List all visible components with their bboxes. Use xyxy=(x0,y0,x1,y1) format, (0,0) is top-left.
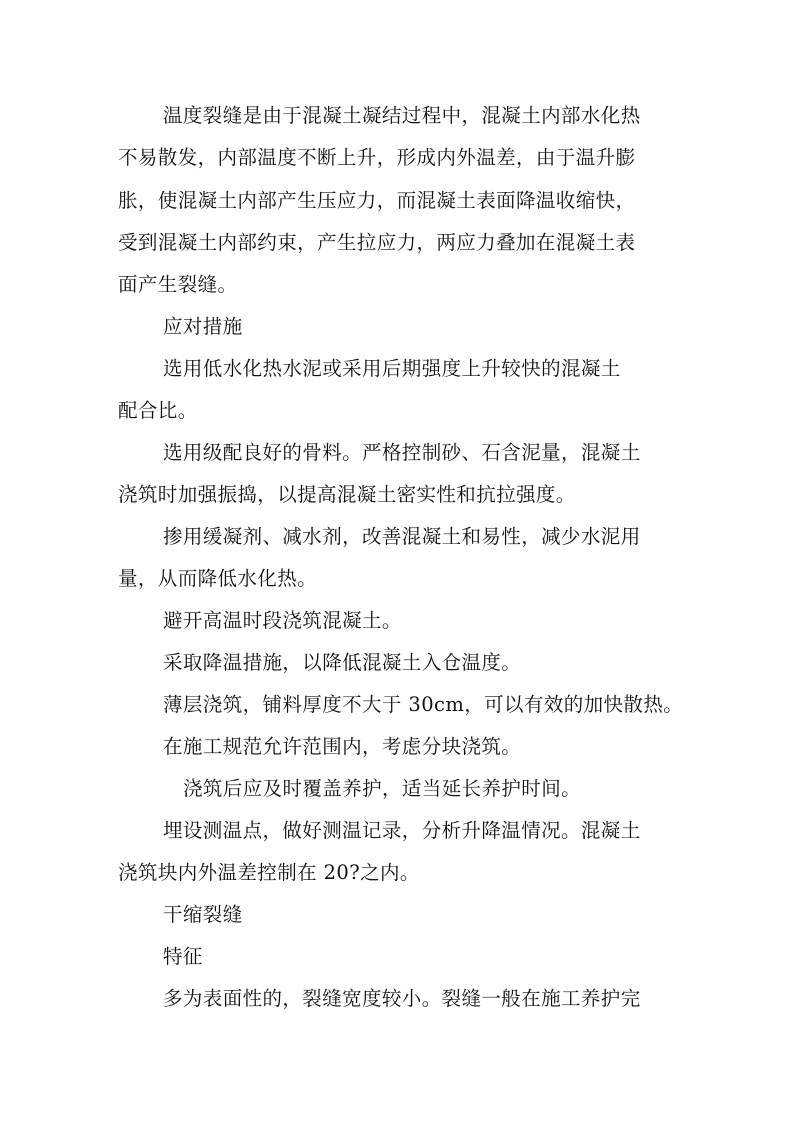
text-line: 面产生裂缝。 xyxy=(118,273,238,296)
text-line: 薄层浇筑，铺料厚度不大于 30cm，可以有效的加快散热。 xyxy=(163,693,684,716)
text-line: 采取降温措施，以降低混凝土入仓温度。 xyxy=(163,651,522,674)
section-heading: 应对措施 xyxy=(163,315,243,338)
text-line: 配合比。 xyxy=(118,399,198,422)
text-line: 埋设测温点，做好测温记录，分析升降温情况。混凝土 xyxy=(163,819,641,842)
text-line: 选用低水化热水泥或采用后期强度上升较快的混凝土 xyxy=(163,357,621,380)
section-heading: 干缩裂缝 xyxy=(163,903,243,926)
text-line: 不易散发，内部温度不断上升，形成内外温差，由于温升膨 xyxy=(118,146,636,169)
text-line: 在施工规范允许范围内，考虑分块浇筑。 xyxy=(163,735,522,758)
text-line: 避开高温时段浇筑混凝土。 xyxy=(163,609,402,632)
text-line: 浇筑时加强振捣，以提高混凝土密实性和抗拉强度。 xyxy=(118,483,576,506)
text-line: 浇筑块内外温差控制在 20?之内。 xyxy=(118,861,420,884)
text-line: 量，从而降低水化热。 xyxy=(118,567,318,590)
text-line: 浇筑后应及时覆盖养护，适当延长养护时间。 xyxy=(183,777,582,800)
text-line: 受到混凝土内部约束，产生拉应力，两应力叠加在混凝土表 xyxy=(118,231,636,254)
section-heading: 特征 xyxy=(163,945,203,968)
text-line: 胀，使混凝土内部产生压应力，而混凝土表面降温收缩快， xyxy=(118,189,636,212)
text-line: 多为表面性的，裂缝宽度较小。裂缝一般在施工养护完 xyxy=(163,987,641,1010)
text-line: 选用级配良好的骨料。严格控制砂、石含泥量，混凝土 xyxy=(163,441,641,464)
text-line: 掺用缓凝剂、减水剂，改善混凝土和易性，减少水泥用 xyxy=(163,525,641,548)
text-line: 温度裂缝是由于混凝土凝结过程中，混凝土内部水化热 xyxy=(163,104,641,127)
